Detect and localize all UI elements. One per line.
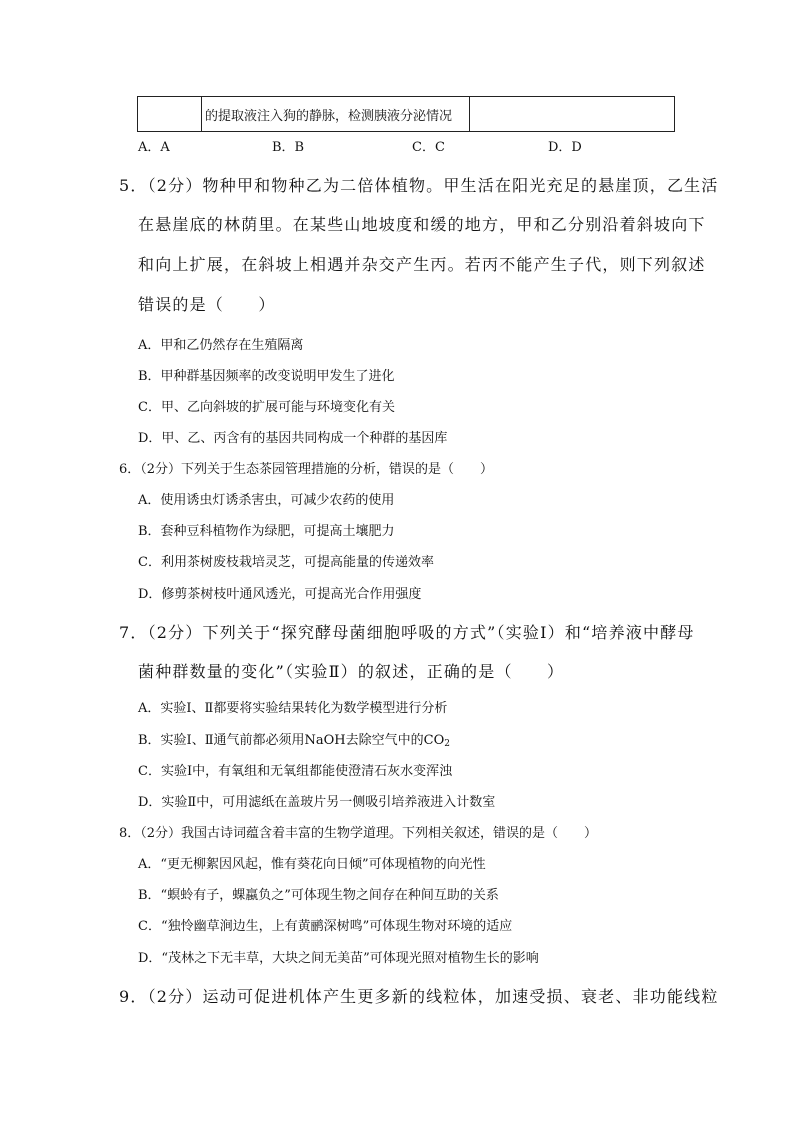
q8-stem: 8．（2分）我国古诗词蕴含着丰富的生物学道理。下列相关叙述，错误的是（ ）	[119, 826, 598, 841]
q4-option-c: C．C	[412, 140, 445, 155]
q7-option-a: A．实验Ⅰ、Ⅱ都要将实验结果转化为数学模型进行分析	[138, 701, 448, 716]
q5-option-d: D．甲、乙、丙含有的基因共同构成一个种群的基因库	[138, 431, 448, 446]
q7-option-b: B．实验Ⅰ、Ⅱ通气前都必须用NaOH去除空气中的$CO_2$	[138, 733, 450, 749]
table-fragment	[137, 96, 675, 132]
q8-option-b: B．“螟蛉有子，蜾蠃负之”可体现生物之间存在种间互助的关系	[138, 888, 499, 903]
q8-option-c: C．“独怜幽草涧边生，上有黄鹂深树鸣”可体现生物对环境的适应	[138, 919, 513, 934]
q7-stem-line: 菌种群数量的变化”（实验Ⅱ）的叙述，正确的是（ ）	[138, 662, 565, 681]
q8-option-d: D．“茂林之下无丰草，大块之间无美苗”可体现光照对植物生长的影响	[138, 951, 539, 966]
q4-option-a: A．A	[138, 140, 170, 155]
q7-option-c: C．实验Ⅰ中，有氧组和无氧组都能使澄清石灰水变浑浊	[138, 764, 453, 779]
table-cell	[470, 97, 675, 132]
table-cell	[138, 97, 202, 132]
q4-option-d: D．D	[548, 140, 582, 155]
q5-stem-line: 5．（2分）物种甲和物种乙为二倍体植物。甲生活在阳光充足的悬崖顶，乙生活	[119, 176, 719, 195]
q8-option-a: A．“更无柳絮因风起，惟有葵花向日倾”可体现植物的向光性	[138, 857, 486, 872]
q6-option-d: D．修剪茶树枝叶通风透光，可提高光合作用强度	[138, 587, 422, 602]
q5-stem-line: 在悬崖底的林荫里。在某些山地坡度和缓的地方，甲和乙分别沿着斜坡向下	[138, 215, 706, 234]
q6-option-b: B．套种豆科植物作为绿肥，可提高土壤肥力	[138, 524, 395, 539]
q7-option-d: D．实验Ⅱ中，可用滤纸在盖玻片另一侧吸引培养液进入计数室	[138, 795, 496, 810]
q5-stem-line: 错误的是（ ）	[138, 295, 276, 314]
q6-option-c: C．利用茶树废枝栽培灵芝，可提高能量的传递效率	[138, 555, 434, 570]
q5-stem-line: 和向上扩展，在斜坡上相遇并杂交产生丙。若丙不能产生子代，则下列叙述	[138, 255, 706, 274]
q6-option-a: A．使用诱虫灯诱杀害虫，可减少农药的使用	[138, 493, 395, 508]
q5-option-a: A．甲和乙仍然存在生殖隔离	[138, 338, 304, 353]
q6-stem: 6．（2分）下列关于生态茶园管理措施的分析，错误的是（ ）	[119, 462, 494, 477]
q5-option-c: C．甲、乙向斜坡的扩展可能与环境变化有关	[138, 400, 395, 415]
subscript: 2	[444, 739, 450, 749]
q5-option-b: B．甲种群基因频率的改变说明甲发生了进化	[138, 369, 395, 384]
q7-stem-line: 7．（2分）下列关于“探究酵母菌细胞呼吸的方式”（实验Ⅰ）和“培养液中酵母	[119, 623, 695, 642]
q4-option-b: B．B	[272, 140, 305, 155]
table-cell: 的提取液注入狗的静脉，检测胰液分泌情况	[202, 97, 470, 132]
q9-stem-line: 9．（2分）运动可促进机体产生更多新的线粒体，加速受损、衰老、非功能线粒	[119, 987, 719, 1006]
